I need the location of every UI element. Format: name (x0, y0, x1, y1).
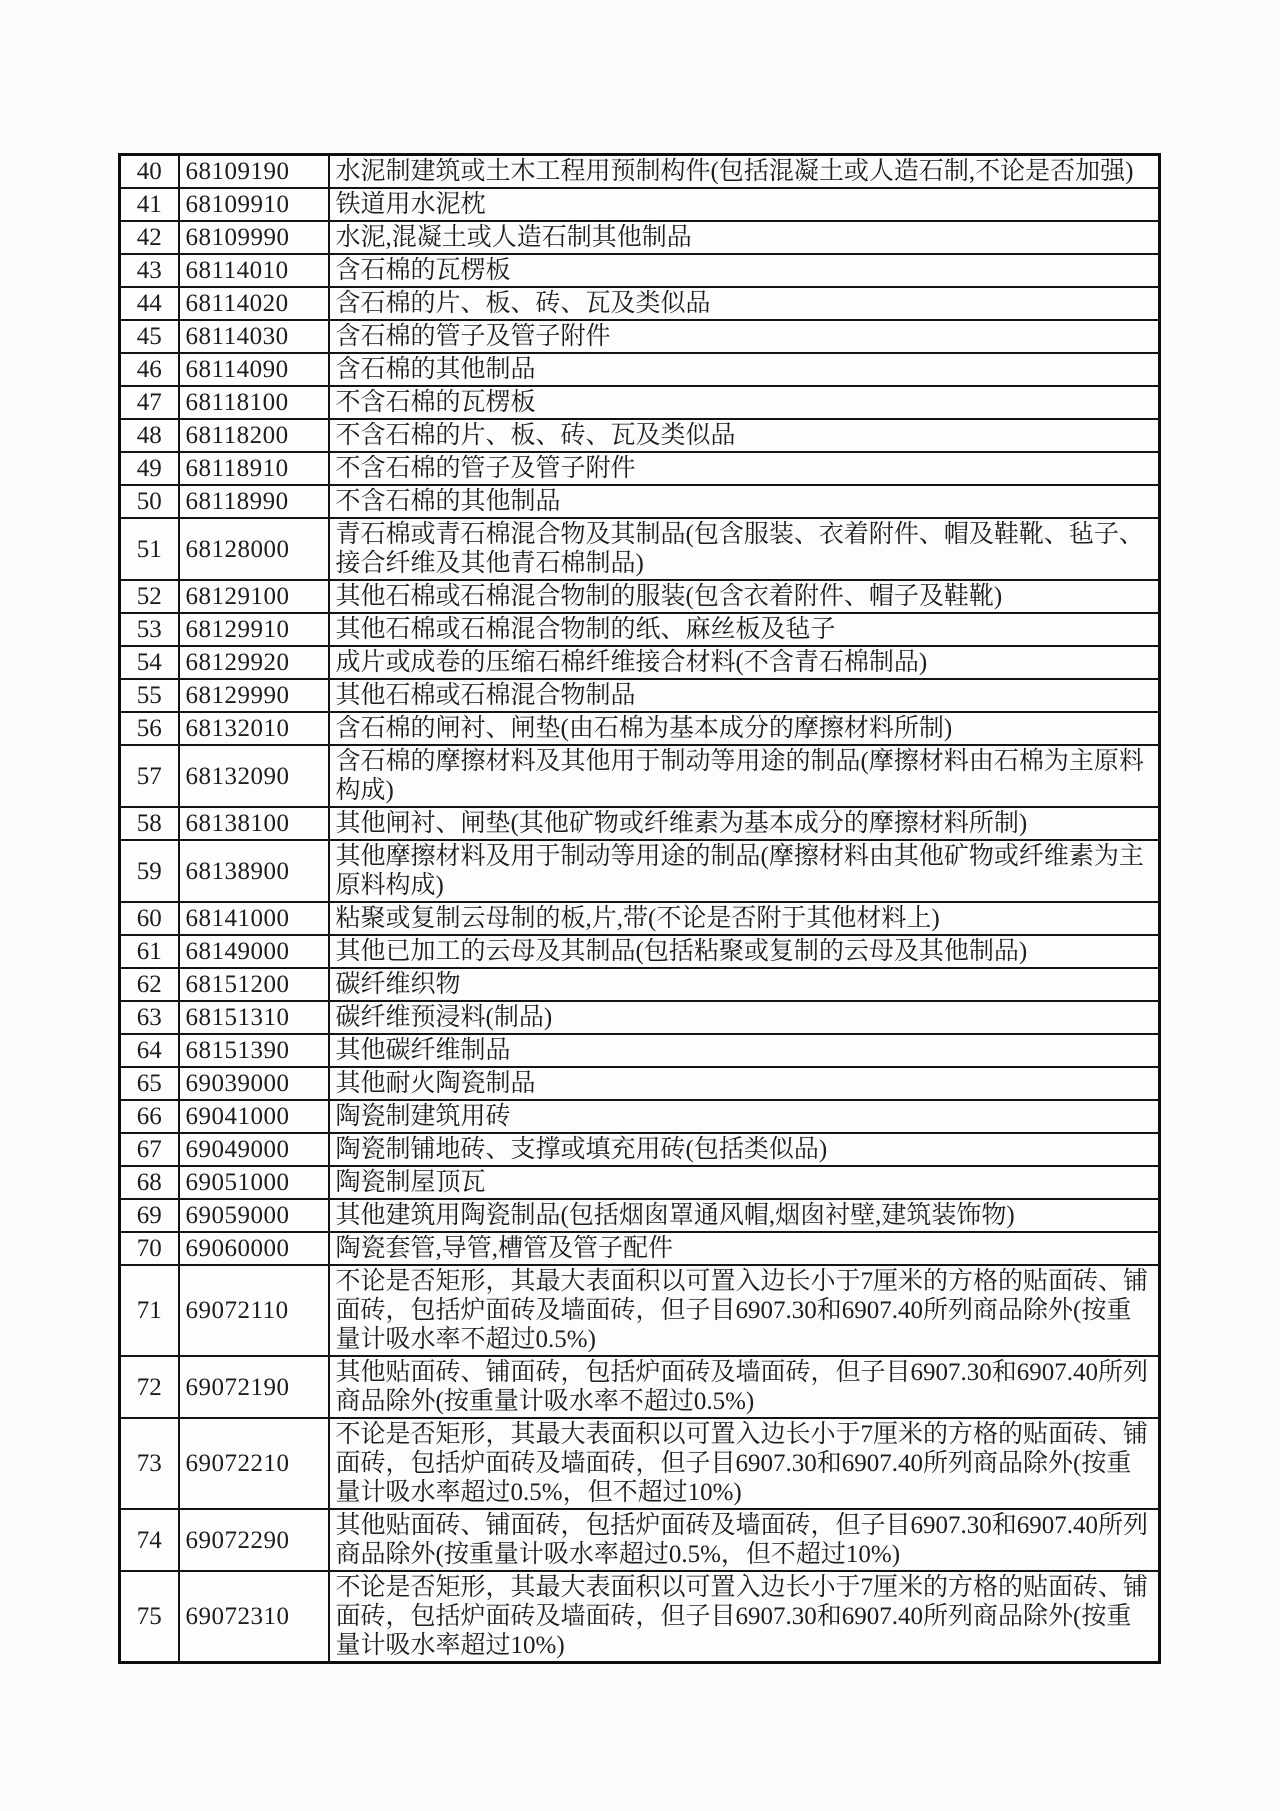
hs-code-cell: 68132090 (179, 745, 329, 807)
table-row (120, 320, 1160, 353)
table-row (120, 254, 1160, 287)
row-number-cell: 63 (120, 1001, 179, 1034)
table-row (120, 968, 1160, 1001)
row-number-cell: 49 (120, 452, 179, 485)
row-number-cell: 71 (120, 1265, 179, 1356)
row-number-cell: 72 (120, 1356, 179, 1418)
hs-code-cell: 69072290 (179, 1509, 329, 1571)
description-cell: 陶瓷制建筑用砖 (329, 1100, 1160, 1133)
description-cell: 其他贴面砖、铺面砖，包括炉面砖及墙面砖，但子目6907.30和6907.40所列商品除外(按重量计吸水率超过0.5%，但不超过10%) (329, 1509, 1160, 1571)
row-number-cell: 67 (120, 1133, 179, 1166)
description-cell: 其他贴面砖、铺面砖，包括炉面砖及墙面砖，但子目6907.30和6907.40所列商品除外(按重量计吸水率不超过0.5%) (329, 1356, 1160, 1418)
hs-code-cell: 69041000 (179, 1100, 329, 1133)
table-row (120, 1232, 1160, 1265)
description-cell: 含石棉的瓦楞板 (329, 254, 1160, 287)
description-cell: 不含石棉的瓦楞板 (329, 386, 1160, 419)
table-row (120, 188, 1160, 221)
row-number-cell: 74 (120, 1509, 179, 1571)
row-number-cell: 44 (120, 287, 179, 320)
hs-code-table (118, 153, 1161, 1664)
hs-code-cell: 68118910 (179, 452, 329, 485)
description-cell: 青石棉或青石棉混合物及其制品(包含服装、衣着附件、帽及鞋靴、毡子、接合纤维及其他青石棉制品) (329, 518, 1160, 580)
description-cell: 不含石棉的片、板、砖、瓦及类似品 (329, 419, 1160, 452)
description-cell: 其他已加工的云母及其制品(包括粘聚或复制的云母及其他制品) (329, 935, 1160, 968)
hs-code-cell: 68114010 (179, 254, 329, 287)
table-row (120, 902, 1160, 935)
hs-code-cell: 68151390 (179, 1034, 329, 1067)
hs-code-cell: 68129100 (179, 580, 329, 613)
description-cell: 水泥,混凝土或人造石制其他制品 (329, 221, 1160, 254)
description-cell: 其他石棉或石棉混合物制的纸、麻丝板及毡子 (329, 613, 1160, 646)
hs-code-cell: 68118100 (179, 386, 329, 419)
hs-code-cell: 68132010 (179, 712, 329, 745)
table-row (120, 745, 1160, 807)
row-number-cell: 69 (120, 1199, 179, 1232)
table-row (120, 935, 1160, 968)
description-cell: 其他耐火陶瓷制品 (329, 1067, 1160, 1100)
hs-code-cell: 68114030 (179, 320, 329, 353)
table-row (120, 518, 1160, 580)
hs-code-cell: 68118990 (179, 485, 329, 518)
table-row (120, 353, 1160, 386)
row-number-cell: 59 (120, 840, 179, 902)
table-row (120, 1265, 1160, 1356)
description-cell: 碳纤维预浸料(制品) (329, 1001, 1160, 1034)
description-cell: 不含石棉的其他制品 (329, 485, 1160, 518)
description-cell: 陶瓷套管,导管,槽管及管子配件 (329, 1232, 1160, 1265)
row-number-cell: 56 (120, 712, 179, 745)
hs-code-cell: 68141000 (179, 902, 329, 935)
hs-code-cell: 69051000 (179, 1166, 329, 1199)
hs-code-cell: 69072310 (179, 1571, 329, 1663)
hs-code-cell: 68114020 (179, 287, 329, 320)
row-number-cell: 61 (120, 935, 179, 968)
row-number-cell: 62 (120, 968, 179, 1001)
row-number-cell: 73 (120, 1418, 179, 1509)
hs-code-cell: 68138100 (179, 807, 329, 840)
table-row (120, 840, 1160, 902)
hs-code-cell: 69072110 (179, 1265, 329, 1356)
description-cell: 陶瓷制铺地砖、支撑或填充用砖(包括类似品) (329, 1133, 1160, 1166)
table-row (120, 807, 1160, 840)
table-row (120, 155, 1160, 189)
description-cell: 水泥制建筑或土木工程用预制构件(包括混凝土或人造石制,不论是否加强) (329, 155, 1160, 189)
description-cell: 其他闸衬、闸垫(其他矿物或纤维素为基本成分的摩擦材料所制) (329, 807, 1160, 840)
table-row (120, 485, 1160, 518)
table-row (120, 1001, 1160, 1034)
description-cell: 含石棉的片、板、砖、瓦及类似品 (329, 287, 1160, 320)
hs-code-cell: 68138900 (179, 840, 329, 902)
table-row (120, 1418, 1160, 1509)
table-row (120, 613, 1160, 646)
description-cell: 含石棉的其他制品 (329, 353, 1160, 386)
table-row (120, 1166, 1160, 1199)
description-cell: 碳纤维织物 (329, 968, 1160, 1001)
table-row (120, 712, 1160, 745)
description-cell: 不论是否矩形，其最大表面积以可置入边长小于7厘米的方格的贴面砖、铺面砖，包括炉面砖及墙面砖，但子目6907.30和6907.40所列商品除外(按重量计吸水率超过10%) (329, 1571, 1160, 1663)
row-number-cell: 46 (120, 353, 179, 386)
description-cell: 不含石棉的管子及管子附件 (329, 452, 1160, 485)
row-number-cell: 75 (120, 1571, 179, 1663)
table-row (120, 419, 1160, 452)
row-number-cell: 65 (120, 1067, 179, 1100)
description-cell: 陶瓷制屋顶瓦 (329, 1166, 1160, 1199)
description-cell: 其他摩擦材料及用于制动等用途的制品(摩擦材料由其他矿物或纤维素为主原料构成) (329, 840, 1160, 902)
row-number-cell: 66 (120, 1100, 179, 1133)
table-row (120, 1356, 1160, 1418)
table-row (120, 221, 1160, 254)
description-cell: 其他石棉或石棉混合物制的服装(包含衣着附件、帽子及鞋靴) (329, 580, 1160, 613)
row-number-cell: 55 (120, 679, 179, 712)
hs-code-cell: 68118200 (179, 419, 329, 452)
hs-code-cell: 69049000 (179, 1133, 329, 1166)
row-number-cell: 70 (120, 1232, 179, 1265)
table-row (120, 386, 1160, 419)
row-number-cell: 60 (120, 902, 179, 935)
table-row (120, 1067, 1160, 1100)
hs-code-cell: 68151310 (179, 1001, 329, 1034)
table-row (120, 1034, 1160, 1067)
table-row (120, 1571, 1160, 1663)
hs-code-cell: 68129920 (179, 646, 329, 679)
table-row (120, 580, 1160, 613)
table-row (120, 1100, 1160, 1133)
row-number-cell: 54 (120, 646, 179, 679)
hs-code-cell: 68109910 (179, 188, 329, 221)
description-cell: 其他石棉或石棉混合物制品 (329, 679, 1160, 712)
description-cell: 其他碳纤维制品 (329, 1034, 1160, 1067)
row-number-cell: 45 (120, 320, 179, 353)
description-cell: 成片或成卷的压缩石棉纤维接合材料(不含青石棉制品) (329, 646, 1160, 679)
hs-table-body (120, 155, 1160, 1663)
row-number-cell: 68 (120, 1166, 179, 1199)
hs-code-cell: 68149000 (179, 935, 329, 968)
table-row (120, 1133, 1160, 1166)
row-number-cell: 50 (120, 485, 179, 518)
table-row (120, 287, 1160, 320)
hs-code-cell: 69059000 (179, 1199, 329, 1232)
row-number-cell: 58 (120, 807, 179, 840)
table-row (120, 679, 1160, 712)
hs-code-cell: 68128000 (179, 518, 329, 580)
row-number-cell: 40 (120, 155, 179, 189)
description-cell: 不论是否矩形，其最大表面积以可置入边长小于7厘米的方格的贴面砖、铺面砖，包括炉面砖及墙面砖，但子目6907.30和6907.40所列商品除外(按重量计吸水率不超过0.5%) (329, 1265, 1160, 1356)
row-number-cell: 43 (120, 254, 179, 287)
table-row (120, 1199, 1160, 1232)
hs-code-cell: 68129910 (179, 613, 329, 646)
description-cell: 其他建筑用陶瓷制品(包括烟囱罩通风帽,烟囱衬壁,建筑装饰物) (329, 1199, 1160, 1232)
hs-code-cell: 69072190 (179, 1356, 329, 1418)
row-number-cell: 48 (120, 419, 179, 452)
table-row (120, 1509, 1160, 1571)
description-cell: 铁道用水泥枕 (329, 188, 1160, 221)
row-number-cell: 47 (120, 386, 179, 419)
row-number-cell: 42 (120, 221, 179, 254)
row-number-cell: 51 (120, 518, 179, 580)
hs-code-cell: 68129990 (179, 679, 329, 712)
table-row (120, 646, 1160, 679)
row-number-cell: 57 (120, 745, 179, 807)
hs-code-cell: 68109190 (179, 155, 329, 189)
row-number-cell: 41 (120, 188, 179, 221)
hs-code-cell: 68109990 (179, 221, 329, 254)
description-cell: 含石棉的闸衬、闸垫(由石棉为基本成分的摩擦材料所制) (329, 712, 1160, 745)
table-row (120, 452, 1160, 485)
description-cell: 含石棉的摩擦材料及其他用于制动等用途的制品(摩擦材料由石棉为主原料构成) (329, 745, 1160, 807)
hs-code-cell: 68114090 (179, 353, 329, 386)
row-number-cell: 53 (120, 613, 179, 646)
description-cell: 含石棉的管子及管子附件 (329, 320, 1160, 353)
description-cell: 粘聚或复制云母制的板,片,带(不论是否附于其他材料上) (329, 902, 1160, 935)
description-cell: 不论是否矩形，其最大表面积以可置入边长小于7厘米的方格的贴面砖、铺面砖，包括炉面砖及墙面砖，但子目6907.30和6907.40所列商品除外(按重量计吸水率超过0.5%，但不超过10%) (329, 1418, 1160, 1509)
hs-code-cell: 68151200 (179, 968, 329, 1001)
hs-code-cell: 69072210 (179, 1418, 329, 1509)
hs-code-cell: 69039000 (179, 1067, 329, 1100)
row-number-cell: 64 (120, 1034, 179, 1067)
row-number-cell: 52 (120, 580, 179, 613)
hs-code-cell: 69060000 (179, 1232, 329, 1265)
